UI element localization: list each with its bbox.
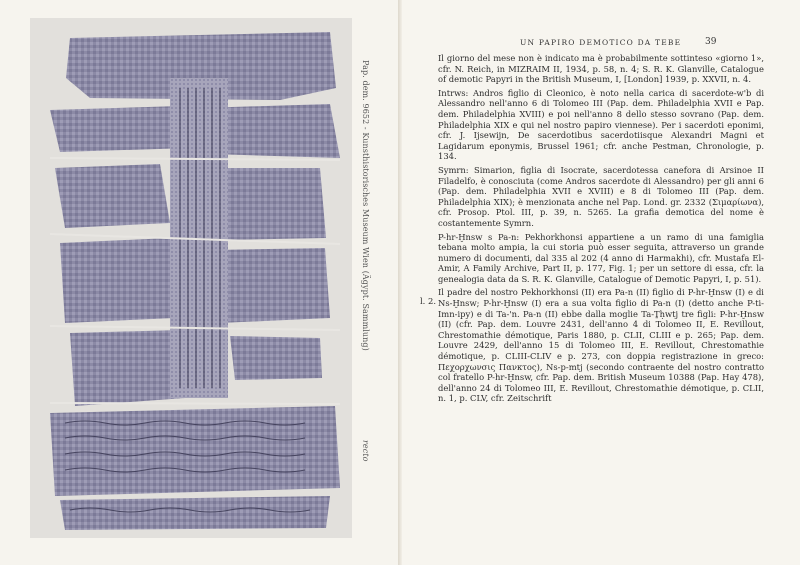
papyrus-plate — [30, 18, 352, 538]
paragraph: Intrws: Andros figlio di Cleonico, è noto nella carica di sacerdote-w'b di Alessandro nell'anno 6 di Tolomeo III (Pap. dem. Philadelphia XVII e Pap. dem. Philadelphia XVIII) e poi nell'anno 8 dello stesso sovrano (Pap. dem. Philadelphia XIX e qui nel nostro papiro viennese). Per i sacerdoti eponimi, cfr. J. Ijsewijn, De sacerdotibus sacerdotiisque Alexandri Magni et Lagidarum eponymis, Brussel 1961; cfr. anche Pestman, Chronologie, p. 134. — [438, 87, 764, 162]
line-marker: l. 2. — [420, 296, 436, 306]
papyrus-image — [30, 18, 352, 538]
left-page — [0, 0, 398, 565]
paragraph: P-hr-Ḫnsw s Pa-n: Pekhorkhonsi appartiene a un ramo di una famiglia tebana molto ampia, la cui storia può esser seguita, attraverso un grande numero di documenti, dal 335 al 202 (4 anno di Harmakhi), cfr. Mustafa El-Amir, A Family Archive, Part II, p. 177, Fig. 1; per un settore di essa, cfr. la genealogia data da S. R. K. Glanville, Catalogue of Demotic Papyri, I, p. 51). — [438, 231, 764, 284]
commentary-text — [438, 53, 764, 407]
page-number: 39 — [705, 37, 717, 47]
plate-caption-recto: recto — [361, 440, 370, 462]
plate-caption-text: Pap. dem. 9652 - Kunsthistorisches Museum Wien (Ägypt. Sammlung) — [361, 60, 370, 351]
running-head: UN PAPIRO DEMOTICO DA TEBE — [520, 38, 682, 47]
paragraph: Il padre del nostro Pekhorkhonsi (II) era Pa-n (II) figlio di P-hr-Ḫnsw (I) e di Ns-Ḫnsw; P-hr-Ḫnsw (I) era a sua volta figlio di Pa-n (I) (detto anche P-ti-Imn-ipy) e di Ta-'n. Pa-n (II) ebbe dalla moglie Ta-Ṯḥwtj tre figli: P-hr-Ḫnsw (II) (cfr. Pap. dem. Louvre 2431, dell'anno 4 di Tolomeo II, E. Revillout, Chrestomathie démotique, Paris 1880, p. CLII, CLIII e p. 265; Pap. dem. Louvre 2429, dell'anno 15 di Tolomeo III, E. Revillout, Chrestomathie démotique, p. CLIII-CLIV e p. 273, con doppia registrazione in greco: Πεχορχωνσις Πανκτος), Ns-p-mtj (secondo contraente del nostro contratto col fratello P-hr-Ḫnsw, cfr. Pap. dem. British Museum 10388 (Pap. Hay 478), dell'anno 24 di Tolomeo III, E. Revillout, Chrestomathie démotique, p. CLII, n. 1, p. CLV, cfr. Zeitschrift — [438, 287, 764, 404]
plate-caption — [358, 60, 372, 480]
paragraph: Il giorno del mese non è indicato ma è probabilmente sottinteso «giorno 1», cfr. N. Reich, in MIZRAIM II, 1934, p. 58, n. 4; S. R. K. Glanville, Catalogue of demotic Papyri in the British Museum, I, [London] 1939, p. XXVII, n. 4. — [438, 53, 764, 85]
paragraph: Symrn: Simarion, figlia di Isocrate, sacerdotessa canefora di Arsinoe II Filadelfo, è conosciuta (come Andros sacerdote di Alessandro) per gli anni 6 (Pap. dem. Philadelphia XVII e XVIII) e 8 di Tolomeo III (Pap. dem. Philadelphia XIX); è menzionata anche nel Pap. Lond. gr. 2332 (Σιμαρίωνα), cfr. Prosop. Ptol. III, p. 39, n. 5265. La grafia demotica del nome è costantemente Symrn. — [438, 164, 764, 228]
